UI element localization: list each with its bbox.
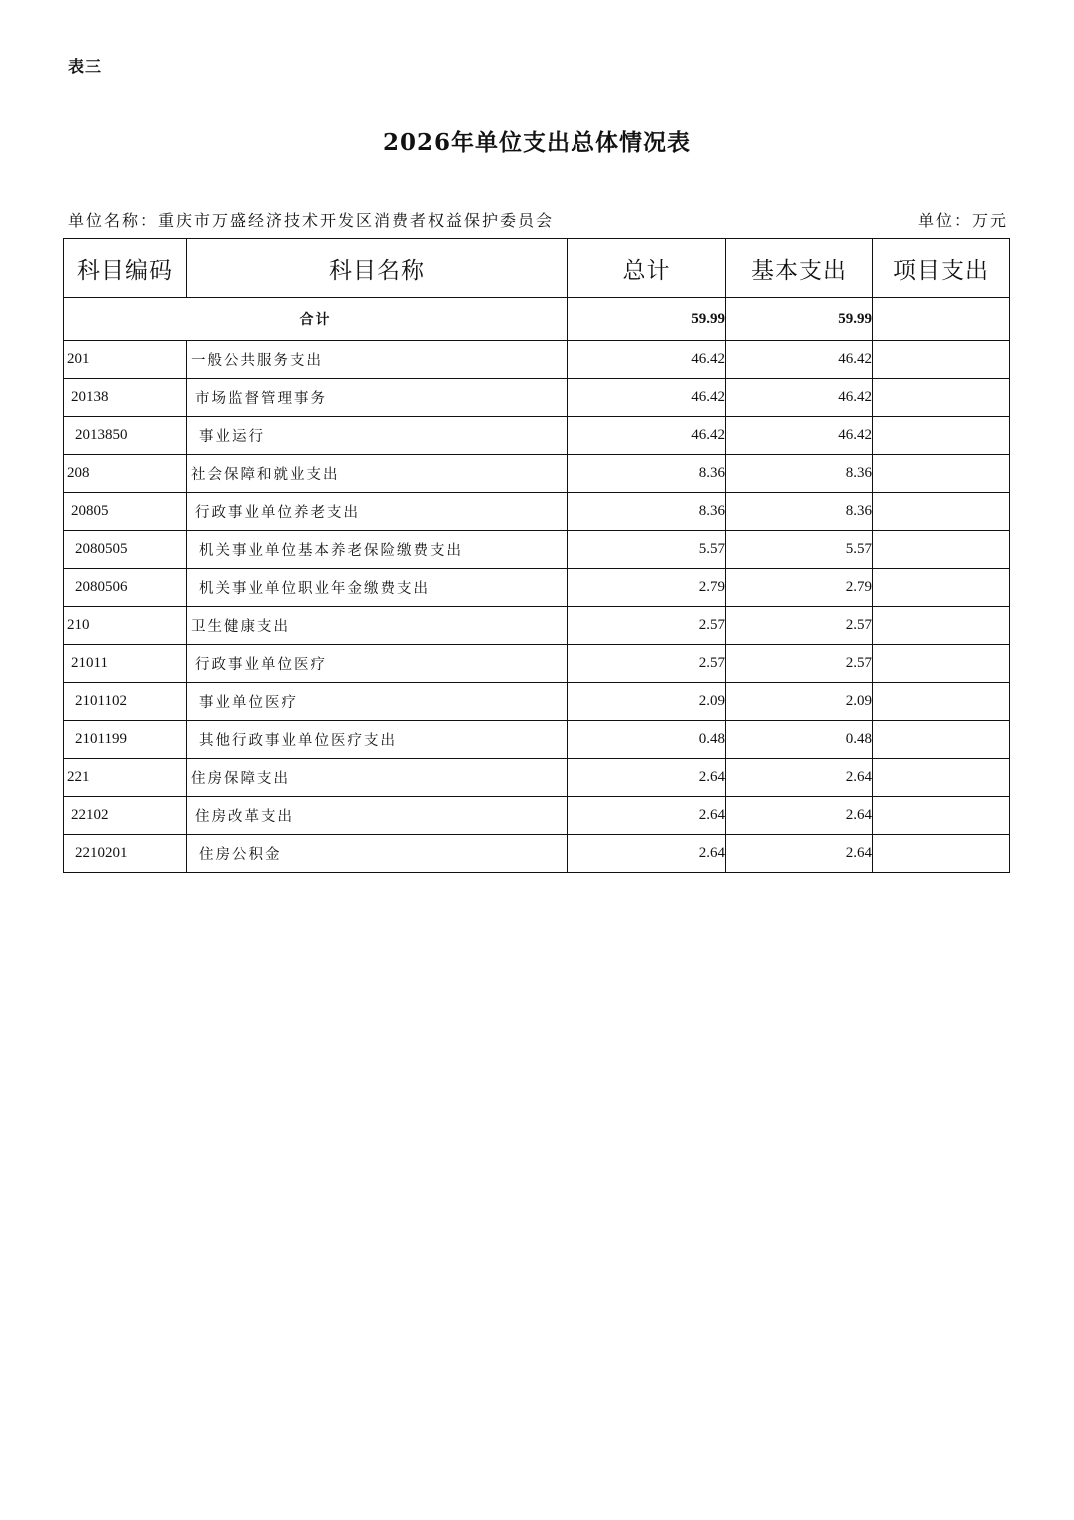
basic-expenditure-cell: 2.09 xyxy=(726,683,873,721)
basic-expenditure-cell: 0.48 xyxy=(726,721,873,759)
project-expenditure-cell xyxy=(873,341,1010,379)
subject-code-cell: 210 xyxy=(64,607,187,645)
subject-code-cell: 2101102 xyxy=(64,683,187,721)
subject-code-cell: 21011 xyxy=(64,645,187,683)
subject-name-cell: 行政事业单位养老支出 xyxy=(187,493,568,531)
subject-name-cell: 住房公积金 xyxy=(187,835,568,873)
basic-expenditure-cell: 46.42 xyxy=(726,417,873,455)
basic-expenditure-cell: 2.64 xyxy=(726,759,873,797)
basic-expenditure-cell: 2.57 xyxy=(726,645,873,683)
column-header-total: 总计 xyxy=(568,239,726,298)
table-row xyxy=(64,607,1010,645)
document-title: 2026年单位支出总体情况表 xyxy=(382,129,691,156)
subject-code-cell: 2080506 xyxy=(64,569,187,607)
total-amount-cell: 0.48 xyxy=(568,721,726,759)
basic-expenditure-cell: 2.64 xyxy=(726,835,873,873)
column-header-name: 科目名称 xyxy=(187,239,568,298)
table-row xyxy=(64,379,1010,417)
total-amount-cell: 46.42 xyxy=(568,379,726,417)
total-amount-cell: 2.09 xyxy=(568,683,726,721)
project-expenditure-cell xyxy=(873,493,1010,531)
subject-code-cell: 20138 xyxy=(64,379,187,417)
subject-name-cell: 住房保障支出 xyxy=(187,759,568,797)
subject-name-cell: 机关事业单位基本养老保险缴费支出 xyxy=(187,531,568,569)
basic-expenditure-cell: 2.57 xyxy=(726,607,873,645)
table-row xyxy=(64,493,1010,531)
total-project-amount xyxy=(873,298,1010,341)
project-expenditure-cell xyxy=(873,607,1010,645)
table-row xyxy=(64,569,1010,607)
basic-expenditure-cell: 2.64 xyxy=(726,797,873,835)
project-expenditure-cell xyxy=(873,759,1010,797)
column-header-code: 科目编码 xyxy=(64,239,187,298)
subject-name-cell: 住房改革支出 xyxy=(187,797,568,835)
project-expenditure-cell xyxy=(873,569,1010,607)
subject-name-cell: 行政事业单位医疗 xyxy=(187,645,568,683)
subject-code-cell: 208 xyxy=(64,455,187,493)
table-row xyxy=(64,835,1010,873)
table-body xyxy=(64,298,1010,873)
table-row xyxy=(64,645,1010,683)
table-row xyxy=(64,455,1010,493)
table-row xyxy=(64,683,1010,721)
subject-code-cell: 201 xyxy=(64,341,187,379)
unit-name: 单位名称：重庆市万盛经济技术开发区消费者权益保护委员会 xyxy=(68,211,555,230)
total-amount-cell: 8.36 xyxy=(568,493,726,531)
project-expenditure-cell xyxy=(873,797,1010,835)
subject-code-cell: 2210201 xyxy=(64,835,187,873)
total-amount-cell: 2.64 xyxy=(568,759,726,797)
project-expenditure-cell xyxy=(873,721,1010,759)
table-row xyxy=(64,759,1010,797)
basic-expenditure-cell: 46.42 xyxy=(726,341,873,379)
subject-name-cell: 社会保障和就业支出 xyxy=(187,455,568,493)
table-number-label: 表三 xyxy=(68,57,103,76)
subject-code-cell: 22102 xyxy=(64,797,187,835)
table-row xyxy=(64,721,1010,759)
basic-expenditure-cell: 2.79 xyxy=(726,569,873,607)
expenditure-table xyxy=(63,238,1010,873)
basic-expenditure-cell: 8.36 xyxy=(726,493,873,531)
table-row xyxy=(64,531,1010,569)
subject-name-cell: 一般公共服务支出 xyxy=(187,341,568,379)
total-amount-cell: 5.57 xyxy=(568,531,726,569)
subject-name-cell: 卫生健康支出 xyxy=(187,607,568,645)
project-expenditure-cell xyxy=(873,835,1010,873)
basic-expenditure-cell: 46.42 xyxy=(726,379,873,417)
subject-name-cell: 事业单位医疗 xyxy=(187,683,568,721)
table-row xyxy=(64,417,1010,455)
subject-name-cell: 事业运行 xyxy=(187,417,568,455)
subject-name-cell: 市场监督管理事务 xyxy=(187,379,568,417)
total-amount-cell: 2.79 xyxy=(568,569,726,607)
subject-code-cell: 2013850 xyxy=(64,417,187,455)
currency-unit: 单位：万元 xyxy=(917,211,1008,230)
project-expenditure-cell xyxy=(873,531,1010,569)
project-expenditure-cell xyxy=(873,417,1010,455)
total-amount-cell: 2.64 xyxy=(568,797,726,835)
total-amount-cell: 2.64 xyxy=(568,835,726,873)
subject-name-cell: 机关事业单位职业年金缴费支出 xyxy=(187,569,568,607)
project-expenditure-cell xyxy=(873,645,1010,683)
header-row xyxy=(64,239,1010,298)
total-label: 合计 xyxy=(64,298,568,341)
column-header-basic: 基本支出 xyxy=(726,239,873,298)
table-row xyxy=(64,797,1010,835)
total-amount-cell: 2.57 xyxy=(568,645,726,683)
total-basic-amount: 59.99 xyxy=(726,298,873,341)
table-row xyxy=(64,341,1010,379)
basic-expenditure-cell: 8.36 xyxy=(726,455,873,493)
subject-code-cell: 221 xyxy=(64,759,187,797)
total-amount: 59.99 xyxy=(568,298,726,341)
total-row xyxy=(64,298,1010,341)
project-expenditure-cell xyxy=(873,455,1010,493)
total-amount-cell: 8.36 xyxy=(568,455,726,493)
total-amount-cell: 46.42 xyxy=(568,417,726,455)
meta-line xyxy=(68,208,1008,231)
basic-expenditure-cell: 5.57 xyxy=(726,531,873,569)
total-amount-cell: 2.57 xyxy=(568,607,726,645)
total-amount-cell: 46.42 xyxy=(568,341,726,379)
subject-code-cell: 20805 xyxy=(64,493,187,531)
column-header-project: 项目支出 xyxy=(873,239,1010,298)
project-expenditure-cell xyxy=(873,379,1010,417)
subject-code-cell: 2080505 xyxy=(64,531,187,569)
project-expenditure-cell xyxy=(873,683,1010,721)
subject-name-cell: 其他行政事业单位医疗支出 xyxy=(187,721,568,759)
subject-code-cell: 2101199 xyxy=(64,721,187,759)
